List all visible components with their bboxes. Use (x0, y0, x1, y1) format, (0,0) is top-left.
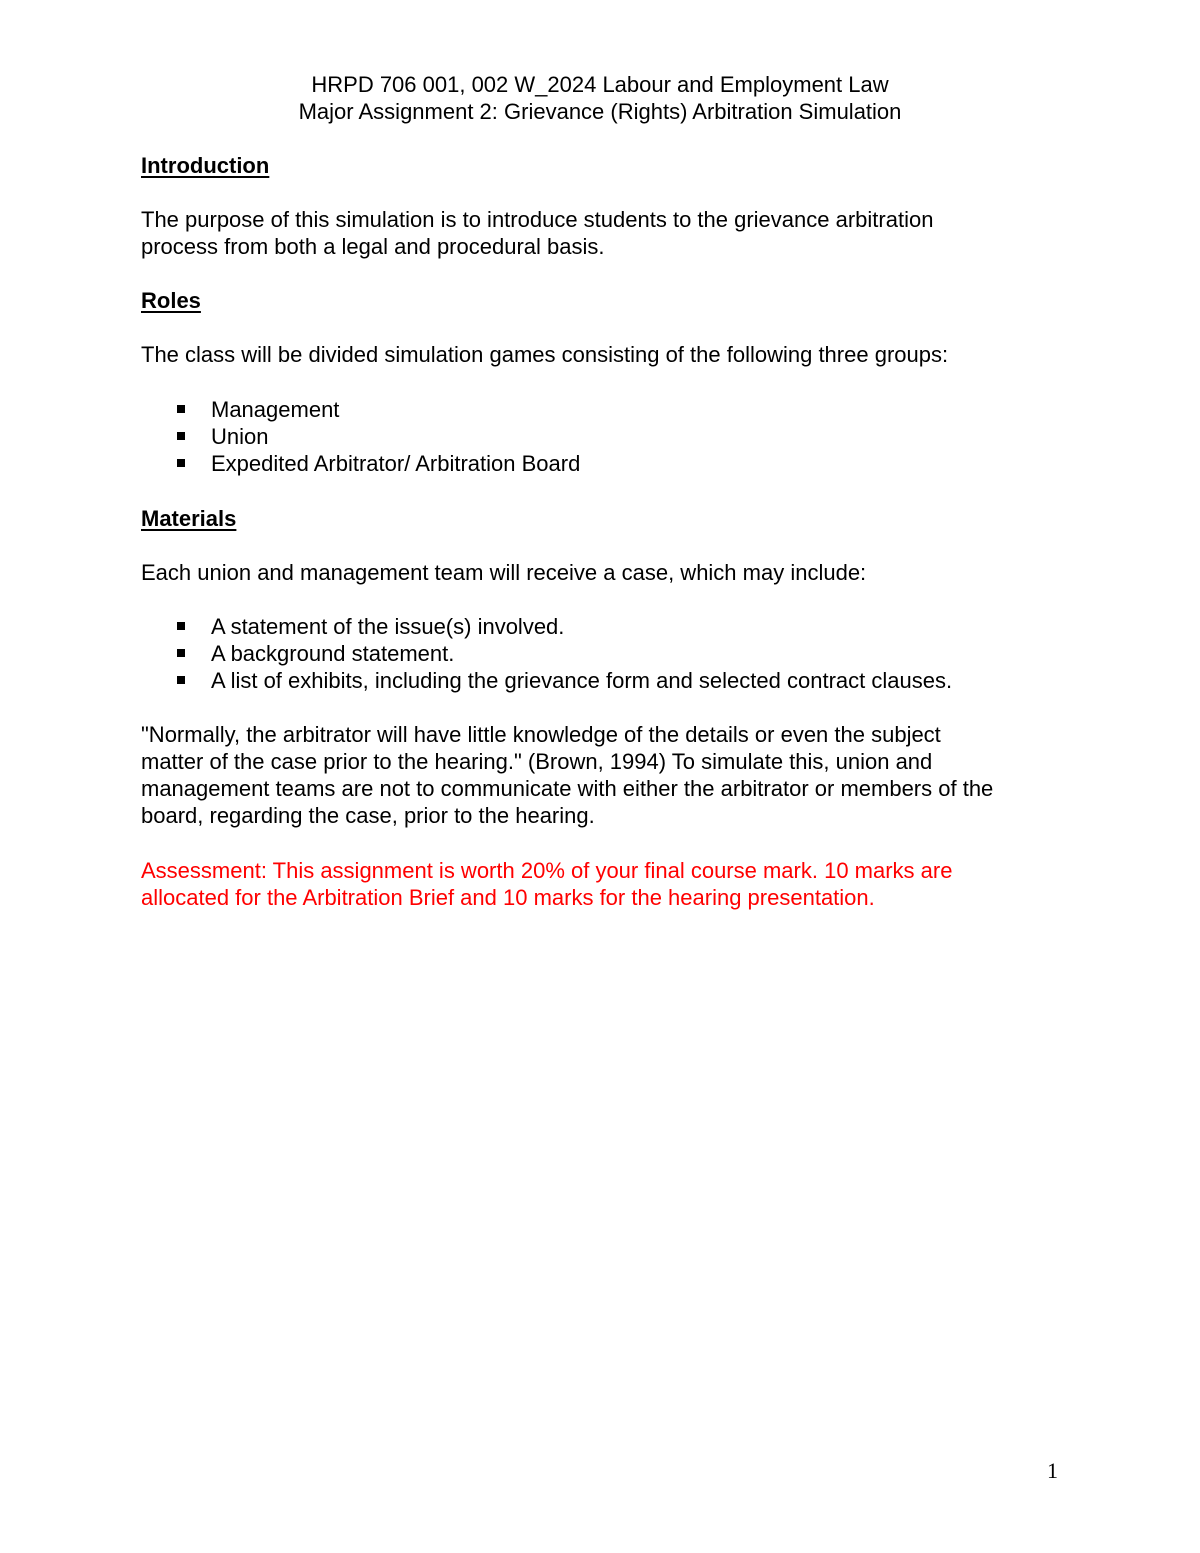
course-title: HRPD 706 001, 002 W_2024 Labour and Employment Law (311, 72, 889, 97)
assessment-line: allocated for the Arbitration Brief and 10 marks for the hearing presentation. (141, 885, 875, 910)
quote-line: matter of the case prior to the hearing." (Brown, 1994) To simulate this, union and (141, 749, 933, 774)
list-item-text: Management (211, 397, 340, 422)
quote-paragraph (141, 721, 1081, 829)
roles-heading: Roles (141, 288, 201, 313)
square-bullet-icon (177, 405, 185, 413)
materials-heading: Materials (141, 506, 237, 531)
introduction-paragraph (141, 206, 1081, 260)
square-bullet-icon (177, 676, 185, 684)
introduction-line: process from both a legal and procedural basis. (141, 234, 605, 259)
assessment-paragraph (141, 857, 1081, 911)
introduction-heading: Introduction (141, 153, 270, 178)
list-item-text: Expedited Arbitrator/ Arbitration Board (211, 451, 581, 476)
square-bullet-icon (177, 459, 185, 467)
roles-intro-line: The class will be divided simulation games consisting of the following three groups: (141, 342, 949, 367)
quote-line: management teams are not to communicate with either the arbitrator or members of the (141, 776, 994, 801)
assignment-title: Major Assignment 2: Grievance (Rights) Arbitration Simulation (298, 99, 902, 124)
page-number: 1 (1047, 1458, 1058, 1483)
list-item-text: A list of exhibits, including the grievance form and selected contract clauses. (211, 668, 953, 693)
square-bullet-icon (177, 649, 185, 657)
list-item-text: A statement of the issue(s) involved. (211, 614, 565, 639)
square-bullet-icon (177, 622, 185, 630)
quote-line: board, regarding the case, prior to the hearing. (141, 803, 595, 828)
materials-paragraph (141, 559, 1081, 586)
materials-intro-line: Each union and management team will receive a case, which may include: (141, 560, 867, 585)
introduction-line: The purpose of this simulation is to introduce students to the grievance arbitration (141, 207, 934, 232)
square-bullet-icon (177, 432, 185, 440)
assessment-line: Assessment: This assignment is worth 20% of your final course mark. 10 marks are (141, 858, 953, 883)
roles-paragraph (141, 341, 1081, 368)
list-item-text: A background statement. (211, 641, 455, 666)
quote-line: "Normally, the arbitrator will have little knowledge of the details or even the subject (141, 722, 941, 747)
list-item-text: Union (211, 424, 269, 449)
